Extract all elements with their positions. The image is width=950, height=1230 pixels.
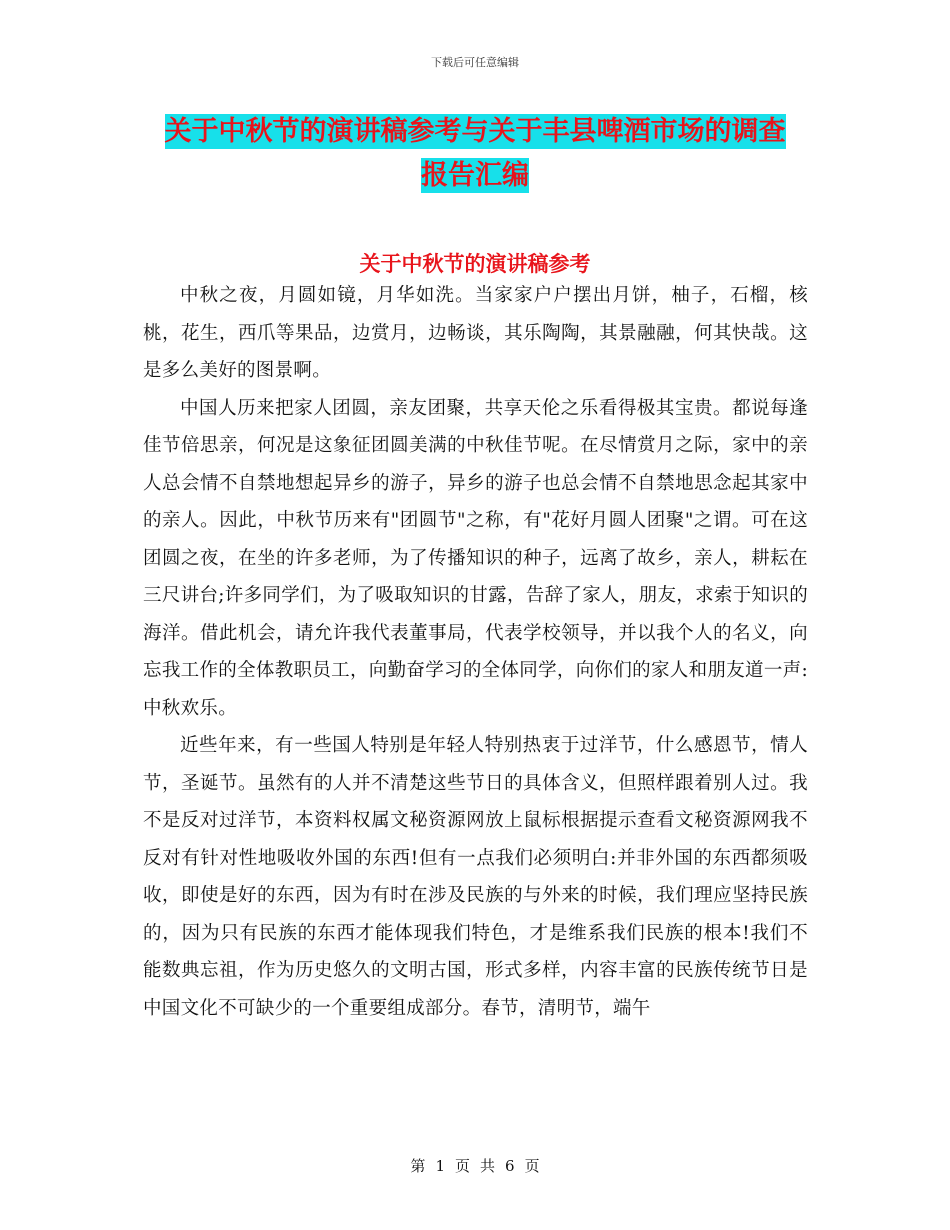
footer-total-label: 共 <box>480 1157 496 1175</box>
paragraph-3: 近些年来，有一些国人特别是年轻人特别热衷于过洋节，什么感恩节，情人节，圣诞节。虽然有的人并不清楚这些节日的具体含义，但照样跟着别人过。我不是反对过洋节，本资料权属文秘资源网放上鼠标根据提示查看文秘资源网我不反对有针对性地吸收外国的东西!但有一点我们必须明白:并非外国的东西都须吸收，即使是好的东西，因为有时在涉及民族的与外来的时候，我们理应坚持民族的，因为只有民族的东西才能体现我们特色，才是维系我们民族的根本!我们不能数典忘祖，作为历史悠久的文明古国，形式多样，内容丰富的民族传统节日是中国文化不可缺少的一个重要组成部分。春节，清明节，端午 <box>143 735 808 1019</box>
document-title-line-2: 报告汇编 <box>421 160 529 191</box>
section-title: 关于中秋节的演讲稿参考 <box>359 252 591 276</box>
document-title-line-1: 关于中秋节的演讲稿参考与关于丰县啤酒市场的调查 <box>164 116 786 147</box>
page-footer <box>0 1155 950 1176</box>
footer-total-pages: 6 <box>505 1157 515 1175</box>
body-text <box>143 277 808 1027</box>
paragraph-2: 中国人历来把家人团圆，亲友团聚，共享天伦之乐看得极其宝贵。都说每逢佳节倍思亲，何况是这象征团圆美满的中秋佳节呢。在尽情赏月之际，家中的亲人总会情不自禁地想起异乡的游子，异乡的游子也总会情不自禁地思念起其家中的亲人。因此，中秋节历来有"团圆节"之称，有"花好月圆人团聚"之谓。可在这团圆之夜，在坐的许多老师，为了传播知识的种子，远离了故乡，亲人，耕耘在三尺讲台;许多同学们，为了吸取知识的甘露，告辞了家人，朋友，求索于知识的海洋。借此机会，请允许我代表董事局，代表学校领导，并以我个人的名义，向忘我工作的全体教职员工，向勤奋学习的全体同学，向你们的家人和朋友道一声:中秋欢乐。 <box>143 397 808 719</box>
document-title <box>0 110 950 198</box>
footer-page-word: 页 <box>454 1157 470 1175</box>
paragraph-1: 中秋之夜，月圆如镜，月华如洗。当家家户户摆出月饼，柚子，石榴，核桃，花生，西爪等果品，边赏月，边畅谈，其乐陶陶，其景融融，何其快哉。这是多么美好的图景啊。 <box>143 285 808 381</box>
footer-suffix: 页 <box>524 1157 540 1175</box>
header-note: 下载后可任意编辑 <box>431 56 519 69</box>
footer-page-number: 1 <box>435 1157 445 1175</box>
footer-prefix: 第 <box>410 1157 426 1175</box>
